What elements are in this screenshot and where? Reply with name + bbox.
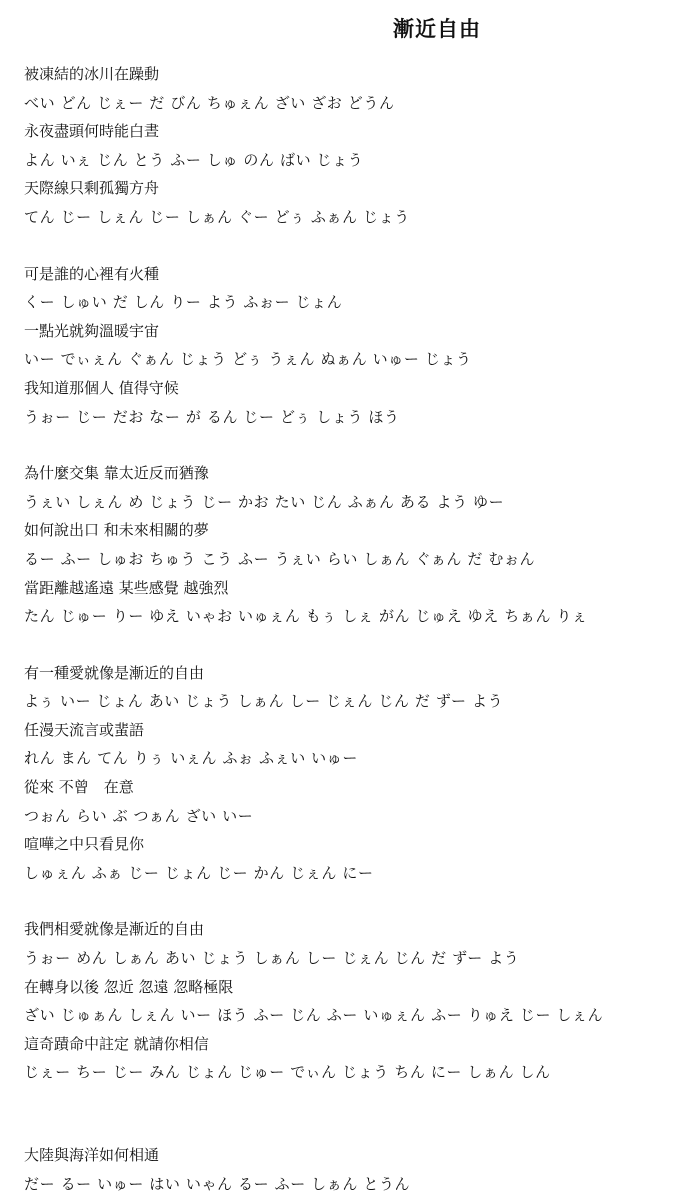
reading-line: だー るー いゅー はい いゃん るー ふー しぁん とうん [24,1174,411,1193]
lyric-line: 這奇蹟命中註定 就請你相信 [24,1034,209,1053]
reading-line: うぇい しぇん め じょう じー かお たい じん ふぁん ある よう ゆー [24,492,505,511]
stanza-gap [24,1087,689,1141]
lyric-line: 在轉身以後 忽近 忽遠 忽略極限 [24,977,234,996]
lyric-line: 大陸與海洋如何相通 [24,1146,160,1164]
lyric-line: 當距離越遙遠 某些感覺 越強烈 [24,578,229,597]
reading-line: たん じゅー りー ゆえ いゃお いゅぇん もぅ しぇ がん じゅえ ゆえ ちぁん りぇ [24,607,588,626]
lyric-line: 從來 不曾 在意 [24,778,134,797]
stanza-gap [24,232,689,260]
lyric-line: 如何說出口 和未來相關的夢 [24,521,209,540]
reading-line: てん じー しぇん じー しぁん ぐー どぅ ふぁん じょう [24,207,410,226]
lyric-line: 天際線只剩孤獨方舟 [24,179,160,198]
reading-line: しゅぇん ふぁ じー じょん じー かん じぇん にー [24,863,374,882]
reading-line: うぉー じー だお なー が るん じー どぅ しょう ほう [24,407,400,426]
stanza [24,459,689,631]
stanza [24,260,689,432]
stanza [24,1141,689,1198]
lyric-line: 一點光就夠溫暖宇宙 [24,321,160,340]
lyric-line: 有一種愛就像是漸近的自由 [24,663,205,682]
page-title: 漸近自由 [393,17,481,41]
lyric-line: 被凍結的冰川在躁動 [24,65,160,83]
reading-line: うぉー めん しぁん あい じょう しぁん しー じぇん じん だ ずー よう [24,949,520,968]
lyric-line: 為什麼交集 靠太近反而猶豫 [24,464,209,483]
lyric-line: 我們相愛就像是漸近的自由 [24,920,205,939]
reading-line: ざい じゅぁん しぇん いー ほう ふー じん ふー いゅぇん ふー りゅえ じー しぇん [24,1006,604,1025]
lyric-line: 喧嘩之中只看見你 [24,835,145,854]
reading-line: べい どん じぇー だ びん ちゅぇん ざい ざお どうん [24,93,395,112]
lyric-line: 永夜盡頭何時能白晝 [24,122,160,141]
stanza-gap [24,631,689,659]
stanza-gap [24,431,689,459]
reading-line: くー しゅい だ しん りー よう ふぉー じょん [24,293,343,312]
reading-line: いー でぃぇん ぐぁん じょう どぅ うぇん ぬぁん いゅー じょう [24,350,472,369]
reading-line: るー ふー しゅお ちゅう こう ふー うぇい らい しぁん ぐぁん だ むぉん [24,549,536,568]
stanza-gap [24,887,689,915]
stanza [24,659,689,888]
reading-line: つぉん らい ぶ つぁん ざい いー [24,806,254,825]
lyrics-body [24,60,689,1198]
reading-line: よん いぇ じん とう ふー しゅ のん ばい じょう [24,150,364,169]
lyric-line: 任漫天流言或蜚語 [24,720,145,739]
reading-line: よぅ いー じょん あい じょう しぁん しー じぇん じん だ ずー よう [24,692,504,711]
reading-line: じぇー ちー じー みん じょん じゅー でぃん じょう ちん にー しぁん しん [24,1063,551,1082]
reading-line: れん まん てん りぅ いぇん ふぉ ふぇい いゅー [24,749,358,768]
stanza [24,915,689,1087]
stanza [24,60,689,232]
lyric-line: 可是誰的心裡有火種 [24,264,160,283]
lyric-line: 我知道那個人 值得守候 [24,378,179,397]
